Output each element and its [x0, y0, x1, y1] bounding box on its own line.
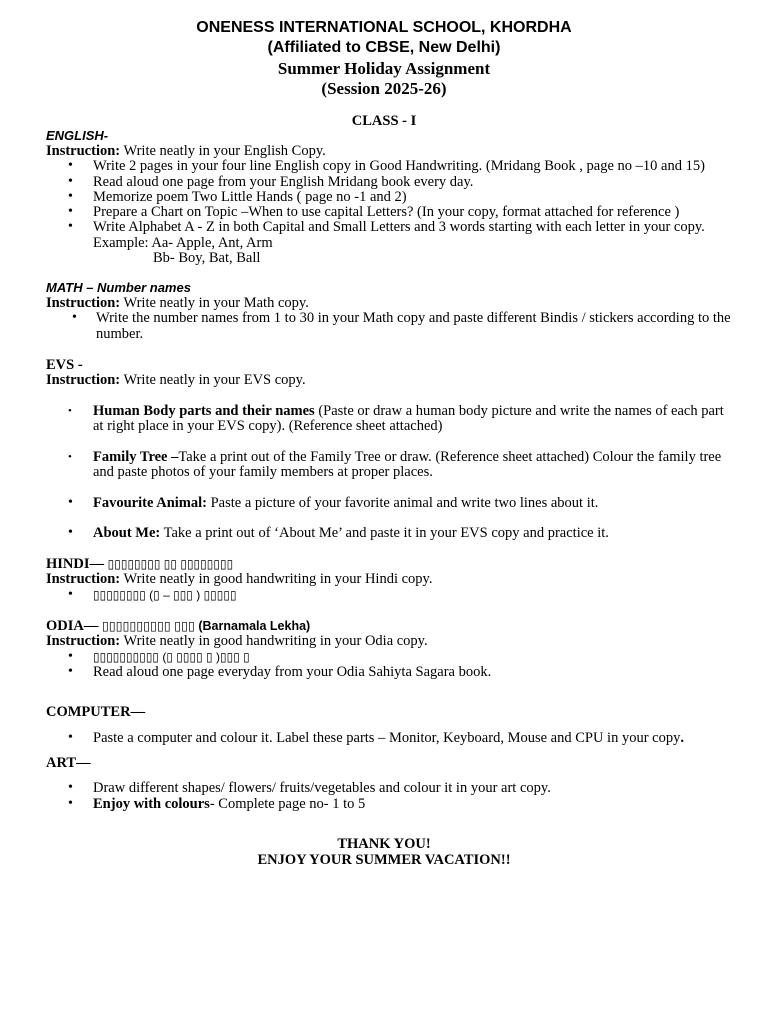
session: (Session 2025-26): [321, 79, 447, 98]
odia-item: Read aloud one page everyday from your Odia Sahiyta Sagara book.: [93, 664, 492, 680]
english-item: Prepare a Chart on Topic –When to use capital Letters? (In your copy, format attached for reference ): [93, 204, 680, 220]
math-item: Write the number names from 1 to 30 in your Math copy and paste different Bindis / stickers according to the: [96, 310, 731, 326]
page-title: Summer Holiday Assignment: [277, 59, 491, 78]
bullet: •: [68, 664, 73, 679]
evs-item-cont: at right place in your EVS copy). (Reference sheet attached): [93, 418, 443, 434]
odia-item: ▯▯▯▯▯▯▯▯▯▯ (▯ ▯▯▯▯ ▯ )▯▯▯ ▯: [93, 650, 250, 664]
bullet: •: [68, 189, 73, 204]
evs-heading: EVS -: [46, 357, 83, 373]
bullet: •: [68, 158, 73, 173]
english-example: Example: Aa- Apple, Ant, Arm: [93, 235, 273, 251]
bullet: •: [68, 730, 73, 745]
computer-heading: COMPUTER—: [46, 704, 146, 720]
affiliation: (Affiliated to CBSE, New Delhi): [267, 39, 501, 56]
evs-item: Human Body parts and their names (Paste or draw a human body picture and write the names of each part: [93, 403, 724, 419]
odia-instruction: Instruction: Write neatly in good handwriting in your Odia copy.: [46, 633, 428, 649]
evs-item: Favourite Animal: Paste a picture of your favorite animal and write two lines about it.: [93, 495, 599, 511]
thank-you: THANK YOU!: [337, 836, 431, 852]
hindi-item: ▯▯▯▯▯▯▯▯ (▯ – ▯▯▯ ) ▯▯▯▯▯: [93, 588, 237, 602]
math-heading: MATH – Number names: [46, 280, 191, 295]
hindi-heading: HINDI— ▯▯▯▯▯▯▯▯ ▯▯ ▯▯▯▯▯▯▯▯: [46, 556, 234, 572]
bullet: •: [68, 219, 73, 234]
class-label: CLASS - I: [351, 113, 417, 129]
bullet: •: [68, 780, 73, 795]
art-item: Draw different shapes/ flowers/ fruits/vegetables and colour it in your art copy.: [93, 780, 551, 796]
math-instruction: Instruction: Write neatly in your Math copy.: [46, 295, 309, 311]
bullet: •: [72, 310, 77, 325]
computer-item: Paste a computer and colour it. Label these parts – Monitor, Keyboard, Mouse and CPU in your copy.: [93, 730, 684, 746]
evs-instruction: Instruction: Write neatly in your EVS copy.: [46, 372, 306, 388]
english-instruction: Instruction: Write neatly in your English Copy.: [46, 143, 326, 159]
enjoy-vacation: ENJOY YOUR SUMMER VACATION!!: [257, 852, 511, 868]
bullet: •: [68, 204, 73, 219]
bullet: •: [68, 495, 73, 510]
english-item: Memorize poem Two Little Hands ( page no -1 and 2): [93, 189, 407, 205]
evs-item-cont: and paste photos of your family members at proper places.: [93, 464, 433, 480]
english-example: Bb- Boy, Bat, Ball: [153, 250, 261, 266]
math-item-cont: number.: [96, 326, 144, 342]
art-item: Enjoy with colours- Complete page no- 1 to 5: [93, 796, 366, 812]
bullet: •: [68, 525, 73, 540]
bullet: •: [68, 649, 73, 664]
english-item: Read aloud one page from your English Mridang book every day.: [93, 174, 474, 190]
bullet: •: [68, 796, 73, 811]
bullet: •: [68, 174, 73, 189]
art-heading: ART—: [46, 755, 91, 771]
bullet: •: [68, 587, 73, 602]
english-heading: ENGLISH-: [46, 128, 109, 143]
evs-item: Family Tree –Take a print out of the Family Tree or draw. (Reference sheet attached) Colour the family tree: [93, 449, 722, 465]
odia-heading: ODIA— ▯▯▯▯▯▯▯▯▯▯ ▯▯▯ (Barnamala Lekha): [46, 618, 311, 634]
english-item: Write Alphabet A - Z in both Capital and Small Letters and 3 words starting with each letter in your copy.: [93, 219, 705, 235]
bullet: •: [68, 405, 72, 417]
bullet: •: [68, 451, 72, 463]
english-item: Write 2 pages in your four line English copy in Good Handwriting. (Mridang Book , page no –10 and 15): [93, 158, 705, 174]
evs-item: About Me: Take a print out of ‘About Me’ and paste it in your EVS copy and practice it.: [93, 525, 609, 541]
hindi-instruction: Instruction: Write neatly in good handwriting in your Hindi copy.: [46, 571, 433, 587]
school-name: ONENESS INTERNATIONAL SCHOOL, KHORDHA: [196, 19, 572, 36]
